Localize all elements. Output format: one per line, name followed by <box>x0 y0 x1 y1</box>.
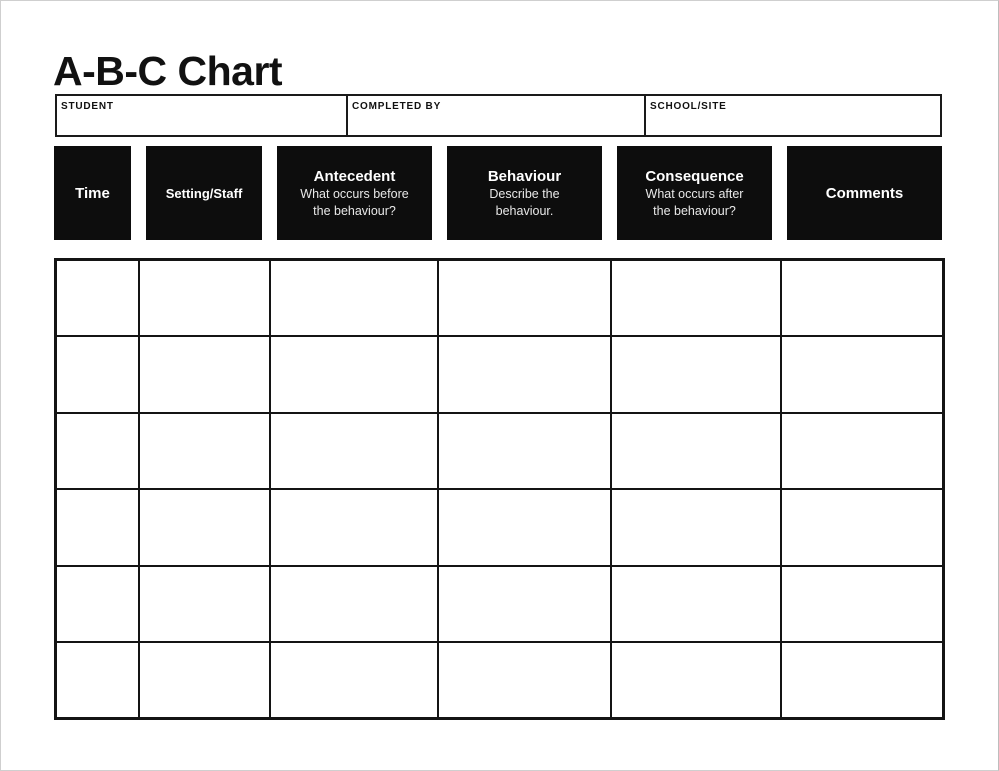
cell-setting-staff[interactable] <box>139 413 270 490</box>
header-consequence <box>617 146 772 240</box>
header-setting-staff-title: Setting/Staff <box>165 185 243 201</box>
cell-behaviour[interactable] <box>438 336 611 413</box>
cell-comments[interactable] <box>781 489 944 566</box>
cell-time[interactable] <box>56 642 139 719</box>
cell-setting-staff[interactable] <box>139 642 270 719</box>
cell-antecedent[interactable] <box>270 336 438 413</box>
cell-antecedent[interactable] <box>270 413 438 490</box>
cell-comments[interactable] <box>781 642 944 719</box>
cell-behaviour[interactable] <box>438 566 611 643</box>
cell-comments[interactable] <box>781 413 944 490</box>
header-time-title: Time <box>75 184 110 202</box>
header-antecedent-title: Antecedent <box>313 167 396 185</box>
cell-time[interactable] <box>56 413 139 490</box>
cell-behaviour[interactable] <box>438 642 611 719</box>
cell-comments[interactable] <box>781 260 944 337</box>
abc-grid <box>54 258 945 720</box>
cell-consequence[interactable] <box>611 489 781 566</box>
cell-consequence[interactable] <box>611 413 781 490</box>
header-behaviour-title: Behaviour <box>487 167 562 185</box>
cell-time[interactable] <box>56 489 139 566</box>
header-setting-staff <box>146 146 262 240</box>
cell-setting-staff[interactable] <box>139 336 270 413</box>
completed-by-label: COMPLETED BY <box>352 101 442 112</box>
school-site-field[interactable] <box>646 96 940 135</box>
cell-consequence[interactable] <box>611 566 781 643</box>
header-consequence-desc-1: What occurs after <box>645 186 744 201</box>
cell-behaviour[interactable] <box>438 413 611 490</box>
table-row <box>56 489 944 566</box>
completed-by-field[interactable] <box>348 96 646 135</box>
cell-consequence[interactable] <box>611 260 781 337</box>
header-behaviour-desc-2: behaviour. <box>495 203 554 218</box>
header-antecedent <box>277 146 432 240</box>
cell-behaviour[interactable] <box>438 489 611 566</box>
cell-antecedent[interactable] <box>270 260 438 337</box>
student-label: STUDENT <box>61 101 114 112</box>
cell-antecedent[interactable] <box>270 489 438 566</box>
header-behaviour <box>447 146 602 240</box>
table-row <box>56 260 944 337</box>
table-row <box>56 413 944 490</box>
header-consequence-title: Consequence <box>645 167 744 185</box>
table-row <box>56 336 944 413</box>
school-site-label: SCHOOL/SITE <box>650 101 727 112</box>
cell-comments[interactable] <box>781 566 944 643</box>
cell-time[interactable] <box>56 566 139 643</box>
header-time <box>54 146 131 240</box>
student-field[interactable] <box>57 96 348 135</box>
cell-consequence[interactable] <box>611 336 781 413</box>
cell-consequence[interactable] <box>611 642 781 719</box>
cell-setting-staff[interactable] <box>139 489 270 566</box>
cell-antecedent[interactable] <box>270 566 438 643</box>
header-comments <box>787 146 942 240</box>
header-comments-title: Comments <box>825 184 904 202</box>
page-title: A-B-C Chart <box>53 48 283 94</box>
cell-comments[interactable] <box>781 336 944 413</box>
header-antecedent-desc-1: What occurs before <box>300 186 409 201</box>
header-behaviour-desc-1: Describe the <box>489 186 560 201</box>
cell-antecedent[interactable] <box>270 642 438 719</box>
cell-time[interactable] <box>56 260 139 337</box>
table-row <box>56 642 944 719</box>
grid-body <box>56 260 944 719</box>
cell-setting-staff[interactable] <box>139 566 270 643</box>
header-consequence-desc-2: the behaviour? <box>653 203 736 218</box>
table-row <box>56 566 944 643</box>
header-antecedent-desc-2: the behaviour? <box>313 203 396 218</box>
cell-behaviour[interactable] <box>438 260 611 337</box>
cell-setting-staff[interactable] <box>139 260 270 337</box>
info-row <box>55 94 942 137</box>
cell-time[interactable] <box>56 336 139 413</box>
